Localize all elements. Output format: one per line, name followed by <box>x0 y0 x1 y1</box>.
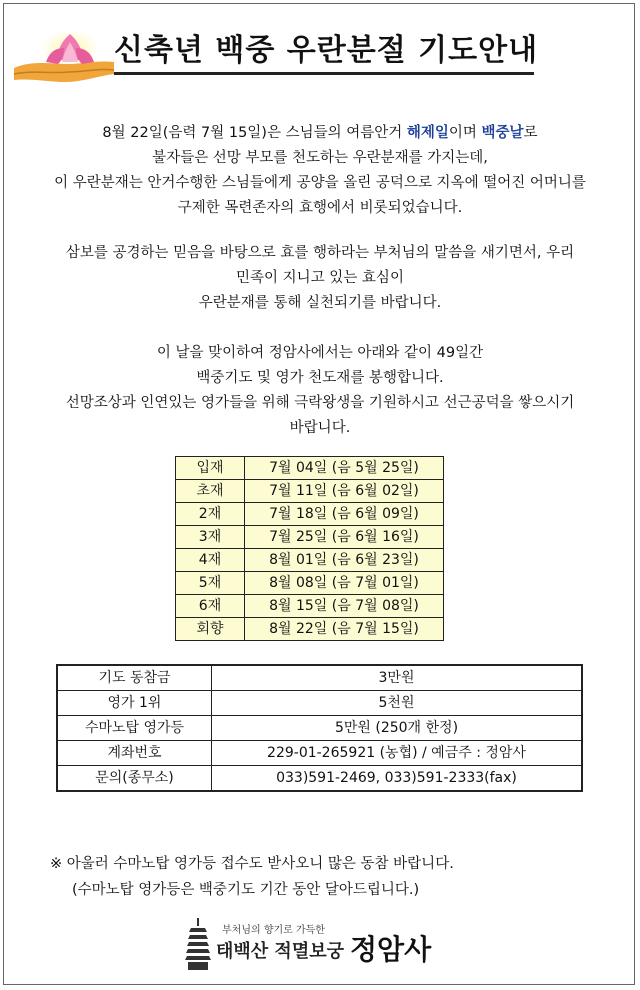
intro-line-3: 이 우란분재는 안거수행한 스님들에게 공양을 올린 공덕으로 지옥에 떨어진 어머니를 <box>54 175 586 191</box>
schedule-ceremony-name: 회향 <box>176 618 245 641</box>
info-row <box>58 716 582 741</box>
schedule-row <box>176 572 444 595</box>
note-line-2: (수마노탑 영가등은 백중기도 기간 동안 달아드립니다.) <box>72 882 420 898</box>
schedule-row <box>176 503 444 526</box>
info-row <box>58 741 582 766</box>
note-line-1: ※ 아울러 수마노탑 영가등 접수도 받사오니 많은 동참 바랍니다. <box>50 856 454 872</box>
intro-line-1: 8월 22일(음력 7월 15일)은 스님들의 여름안거 해제일이며 백중날로 <box>102 125 538 141</box>
info-value: 033)591-2469, 033)591-2333(fax) <box>212 766 582 791</box>
schedule-row <box>176 549 444 572</box>
schedule-date: 7월 11일 (음 6월 02일) <box>245 480 444 503</box>
schedule-ceremony-name: 3재 <box>176 526 245 549</box>
schedule-ceremony-name: 초재 <box>176 480 245 503</box>
pagoda-icon <box>185 918 211 970</box>
ceremony-line-4: 바랍니다. <box>289 420 351 436</box>
ceremony-line-3: 선망조상과 인연있는 영가들을 위해 극락왕생을 기원하시고 선근공덕을 쌓으시기 <box>65 395 575 411</box>
filial-paragraph <box>20 241 620 316</box>
lotus-hands-icon <box>12 30 116 85</box>
schedule-row <box>176 457 444 480</box>
intro-line-2: 불자들은 선망 부모를 천도하는 우란분재를 가지는데, <box>152 150 488 166</box>
schedule-row <box>176 480 444 503</box>
schedule-row <box>176 595 444 618</box>
filial-line-1: 삼보를 공경하는 믿음을 바탕으로 효를 행하라는 부처님의 말씀을 새기면서, 우리 <box>65 245 575 261</box>
info-label: 문의(종무소) <box>58 766 212 791</box>
haeje-day-highlight: 해제일 <box>406 125 449 141</box>
schedule-table <box>175 456 444 641</box>
schedule-row <box>176 526 444 549</box>
schedule-date: 7월 25일 (음 6월 16일) <box>245 526 444 549</box>
info-value: 229-01-265921 (농협) / 예금주 : 정암사 <box>212 741 582 766</box>
info-table <box>57 665 582 791</box>
info-label: 영가 1위 <box>58 691 212 716</box>
schedule-row <box>176 618 444 641</box>
info-row <box>58 666 582 691</box>
ceremony-line-1: 이 날을 맞이하여 정암사에서는 아래와 같이 49일간 <box>156 345 484 361</box>
schedule-date: 8월 08일 (음 7월 01일) <box>245 572 444 595</box>
schedule-date: 8월 15일 (음 7월 08일) <box>245 595 444 618</box>
info-label: 기도 동참금 <box>58 666 212 691</box>
filial-line-3: 우란분재를 통해 실천되기를 바랍니다. <box>198 295 442 311</box>
info-value: 3만원 <box>212 666 582 691</box>
info-row <box>58 691 582 716</box>
schedule-date: 7월 18일 (음 6월 09일) <box>245 503 444 526</box>
intro-paragraph <box>20 121 620 221</box>
filial-line-2: 민족이 지니고 있는 효심이 <box>236 270 404 286</box>
page-title: 신축년 백중 우란분절 기도안내 <box>114 30 534 75</box>
ceremony-line-2: 백중기도 및 영가 천도재를 봉행합니다. <box>196 370 444 386</box>
info-value: 5만원 (250개 한정) <box>212 716 582 741</box>
schedule-date: 8월 22일 (음 7월 15일) <box>245 618 444 641</box>
temple-name: 정암사 <box>350 933 432 966</box>
baekjung-day-highlight: 백중날 <box>481 125 524 141</box>
info-value: 5천원 <box>212 691 582 716</box>
info-label: 계좌번호 <box>58 741 212 766</box>
ceremony-paragraph <box>20 341 620 441</box>
schedule-ceremony-name: 입재 <box>176 457 245 480</box>
schedule-ceremony-name: 5재 <box>176 572 245 595</box>
intro-line-4: 구제한 목련존자의 효행에서 비롯되었습니다. <box>177 200 463 216</box>
info-label: 수마노탑 영가등 <box>58 716 212 741</box>
schedule-ceremony-name: 2재 <box>176 503 245 526</box>
footer-tagline: 부처님의 향기로 가득한 <box>222 925 325 936</box>
footer-subtitle: 태백산 적멸보궁 <box>216 941 344 962</box>
schedule-ceremony-name: 4재 <box>176 549 245 572</box>
info-row <box>58 766 582 791</box>
schedule-date: 7월 04일 (음 5월 25일) <box>245 457 444 480</box>
schedule-ceremony-name: 6재 <box>176 595 245 618</box>
schedule-date: 8월 01일 (음 6월 23일) <box>245 549 444 572</box>
